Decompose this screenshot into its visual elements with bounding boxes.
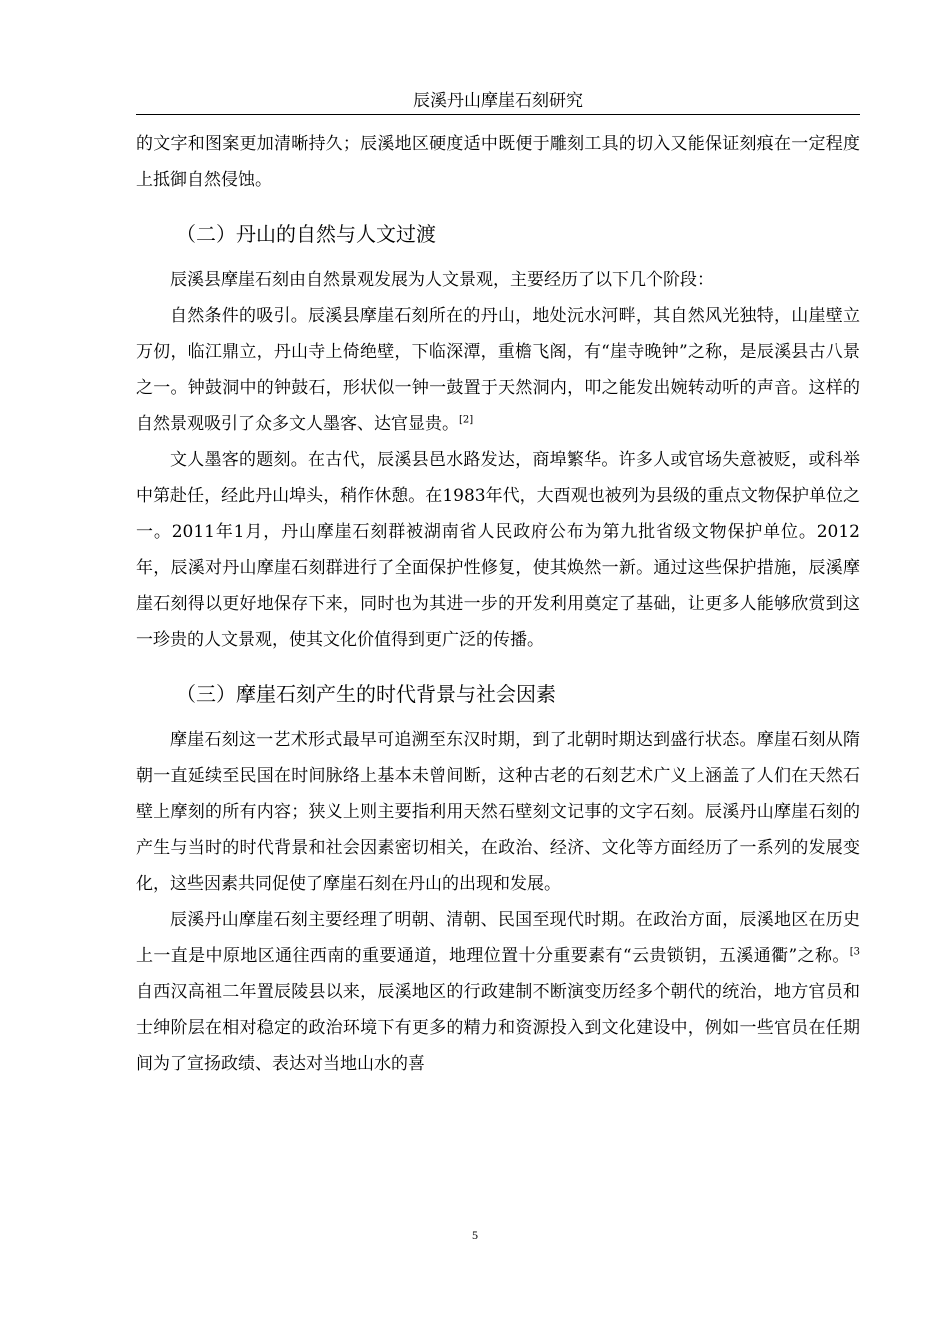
paragraph-political-background-text-b: 自西汉高祖二年置辰陵县以来，辰溪地区的行政建制不断演变历经多个朝代的统治，地方官员和士绅阶层在相对稳定的政治环境下有更多的精力和资源投入到文化建设中，例如一些官员在任期间为了宣扬政绩、表达对当地山水的喜 xyxy=(136,982,860,1074)
paragraph-political-background-text-a: 辰溪丹山摩崖石刻主要经理了明朝、清朝、民国至现代时期。在政治方面，辰溪地区在历史上一直是中原地区通往西南的重要通道，地理位置十分重要素有“云贵锁钥，五溪通衢”之称。 xyxy=(136,910,860,966)
citation-ref-2[interactable]: [2] xyxy=(459,414,474,426)
paragraph-inscriptions: 文人墨客的题刻。在古代，辰溪县邑水路发达，商埠繁华。许多人或官场失意被贬，或科举中第赴任，经此丹山埠头，稍作休憩。在1983年代，大酉观也被列为县级的重点文物保护单位之一。2011年1月，丹山摩崖石刻群被湖南省人民政府公布为第九批省级文物保护单位。2012年，辰溪对丹山摩崖石刻群进行了全面保护性修复，使其焕然一新。通过这些保护措施，辰溪摩崖石刻得以更好地保存下来，同时也为其进一步的开发利用奠定了基础，让更多人能够欣赏到这一珍贵的人文景观，使其文化价值得到更广泛的传播。 xyxy=(136,450,860,650)
section-heading-3: （三）摩崖石刻产生的时代背景与社会因素 xyxy=(176,682,556,706)
section-heading-2: （二）丹山的自然与人文过渡 xyxy=(176,222,436,246)
paragraph-natural-attraction xyxy=(136,298,860,442)
page-body xyxy=(136,126,860,1082)
running-header: 辰溪丹山摩崖石刻研究 xyxy=(136,88,860,115)
paragraph-stages-intro: 辰溪县摩崖石刻由自然景观发展为人文景观，主要经历了以下几个阶段： xyxy=(170,270,714,290)
paragraph-historical-origin: 摩崖石刻这一艺术形式最早可追溯至东汉时期，到了北朝时期达到盛行状态。摩崖石刻从隋朝一直延续至民国在时间脉络上基本未曾间断，这种古老的石刻艺术广义上涵盖了人们在天然石壁上摩刻的所有内容；狭义上则主要指利用天然石壁刻文记事的文字石刻。辰溪丹山摩崖石刻的产生与当时的时代背景和社会因素密切相关，在政治、经济、文化等方面经历了一系列的发展变化，这些因素共同促使了摩崖石刻在丹山的出现和发展。 xyxy=(136,730,860,894)
paragraph-political-background xyxy=(136,902,860,1082)
citation-ref-3[interactable]: [3 xyxy=(849,946,860,958)
paragraph-continuation: 的文字和图案更加清晰持久；辰溪地区硬度适中既便于雕刻工具的切入又能保证刻痕在一定程度上抵御自然侵蚀。 xyxy=(136,134,860,190)
paragraph-natural-attraction-text: 自然条件的吸引。辰溪县摩崖石刻所在的丹山，地处沅水河畔，其自然风光独特，山崖壁立万仞，临江鼎立，丹山寺上倚绝壁，下临深潭，重檐飞阁，有“崖寺晚钟”之称，是辰溪县古八景之一。钟鼓洞中的钟鼓石，形状似一钟一鼓置于天然洞内，叩之能发出婉转动听的声音。这样的自然景观吸引了众多文人墨客、达官显贵。 xyxy=(136,306,860,434)
page-number: 5 xyxy=(472,1228,478,1242)
